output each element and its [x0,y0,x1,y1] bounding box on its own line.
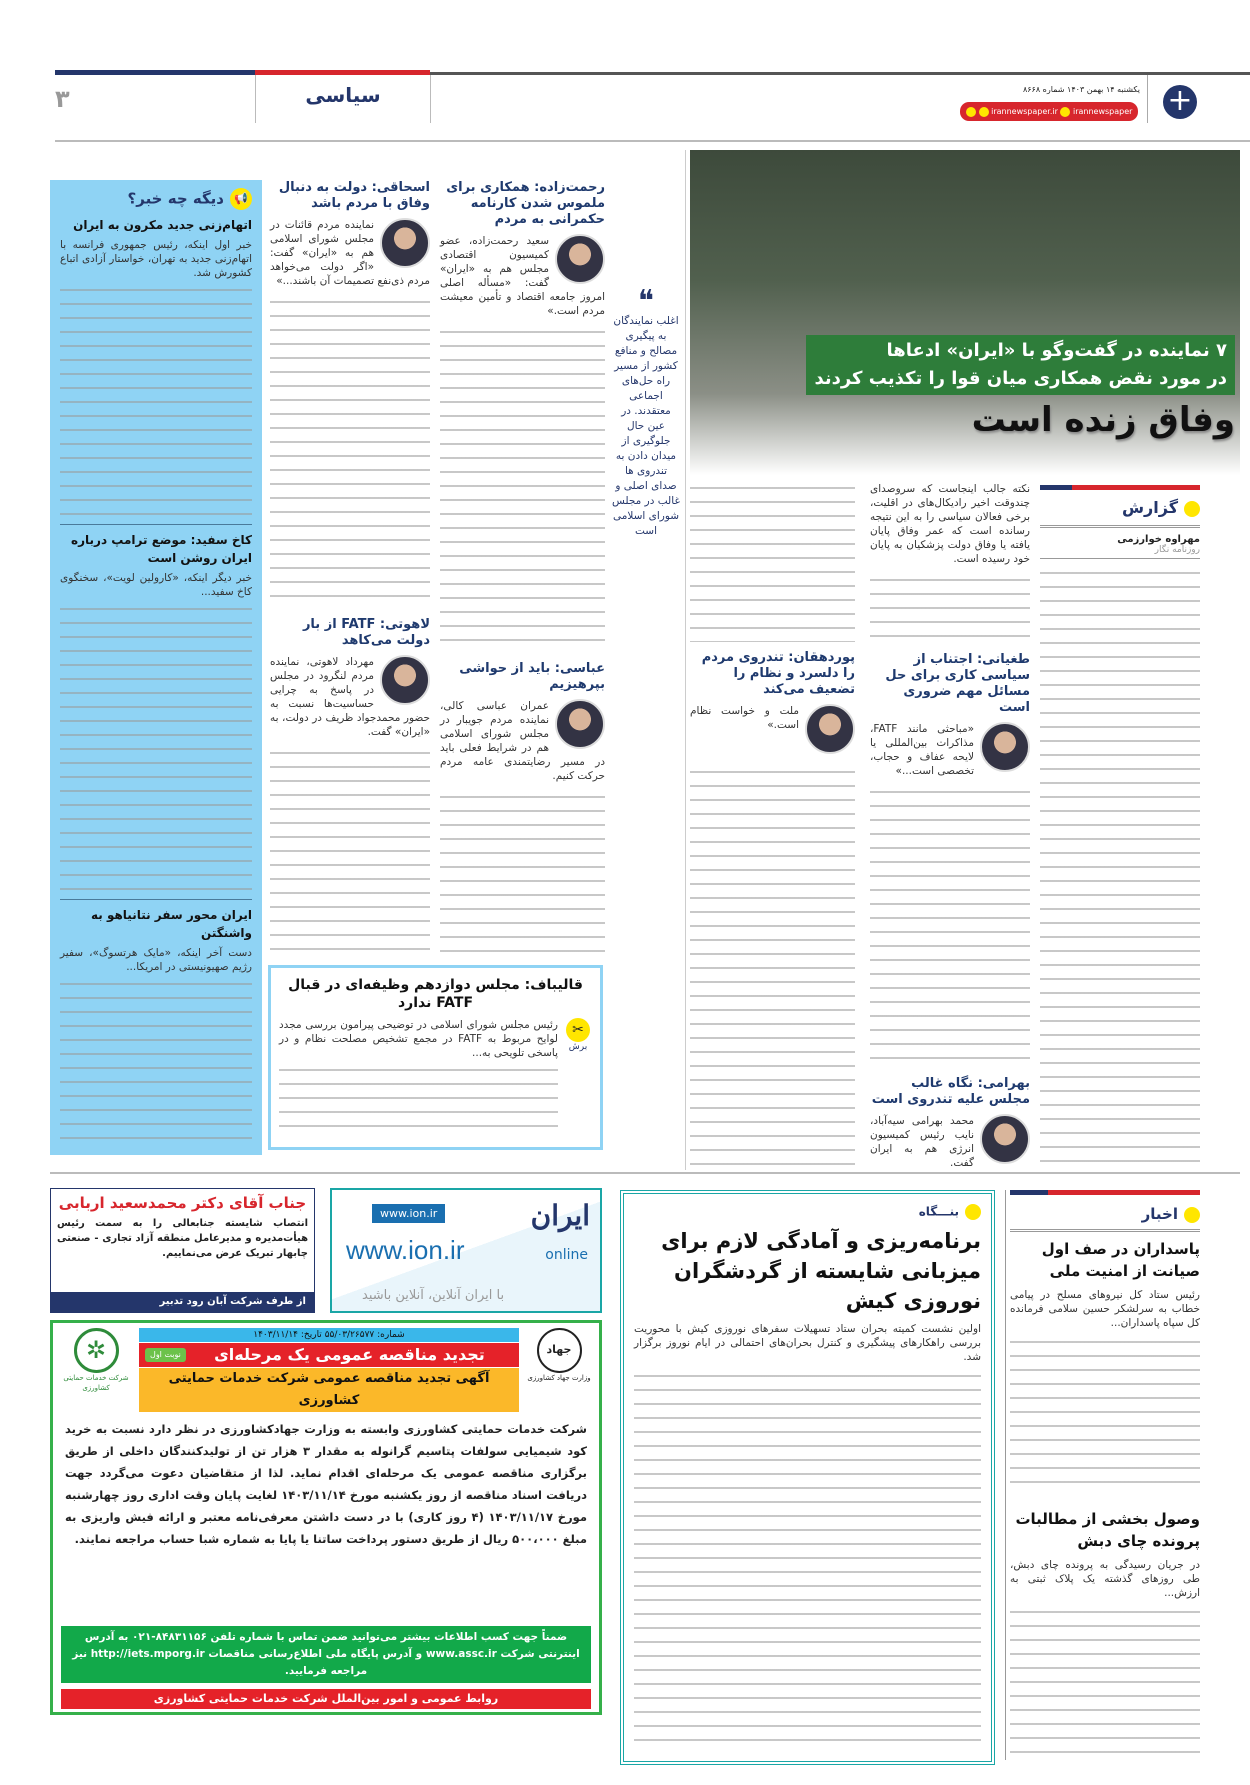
tender-contact[interactable]: ضمناً جهت کسب اطلاعات بیشتر می‌توانید ضمن تماس با شماره تلفن ۸۴۸۳۱۱۵۶-۰۲۱ به آدرس اینترنتی شرکت www.assc.ir و آدرس پایگاه ملی اطلاع‌رسانی مناقصات http://iets.mporg.ir نیز مراجعه فرمایید. [61,1626,591,1683]
pull-quote [612,284,680,539]
body-text [60,284,252,518]
sidebar-item-text: دست آخر اینکه، «مایک هرتسوگ»، سفیر رژیم صهیونیستی در امریکا... [60,946,252,973]
body-text [279,1064,558,1139]
author-role: روزنامه نگار [1040,545,1200,559]
report-kicker-block [1040,485,1200,559]
avatar [980,1114,1030,1164]
ion-url[interactable]: www.ion.ir [346,1235,465,1265]
fatf-box [268,965,603,1150]
headline-strap [806,335,1235,395]
body-text [870,786,1030,1068]
company-logo-icon: ✲ [74,1328,119,1373]
company-label: شرکت خدمات حمایتی کشاورزی [63,1374,129,1392]
sidebar-item-title: اتهام‌زنی جدید مکرون به ایران [73,218,252,232]
ion-logo-sub: online [545,1247,588,1263]
subhead: لاهوتی: FATF از بار دولت می‌کاهد [302,616,430,648]
ad-title: جناب آقای دکتر محمدسعید اربابی [58,1194,307,1212]
sidebar-title: دیگه چه خبر؟ [127,189,224,208]
ad-from: از طرف شرکت آبان رود تدبیر [51,1292,314,1312]
subhead-eshaghi [270,180,430,288]
body-text [870,574,1030,644]
sidebar-item-title: ایران محور سفر نتانیاهو به واشنگتن [90,907,252,940]
subhead: طغیانی: اجتناب از سیاسی کاری برای حل مسائل مهم ضروری است [885,652,1030,716]
avatar [555,234,605,284]
body-text [690,482,855,642]
quote-icon: ❝ [637,284,655,319]
subhead-text: ملت و خواست نظام است.» [690,705,799,731]
subhead-text: محمد بهرامی سیه‌آباد، نایب رئیس کمیسیون انرژی هم به ایران گفت. [870,1115,974,1169]
ion-tagline: با ایران آنلاین، آنلاین باشید [362,1288,505,1303]
report-column-b [870,482,1030,1170]
report-column [1040,485,1200,1165]
telegram-icon [966,107,976,117]
tender-ref: شماره: ۵۵/۰۳/۲۶۵۷۷ تاریخ: ۱۴۰۳/۱۱/۱۴ [139,1328,519,1342]
subhead-abbasi [440,661,605,783]
avatar [380,655,430,705]
report-lead: نکته جالب اینجاست که سروصدای چندوقت اخیر رادیکال‌های در اقلیت، برخی فعالان سیاسی را به این نتیجه رسانده است که عمر وفاق پایان یافته یا وفاق دولت پزشکیان به پایان خود رسیده است. [870,483,1030,565]
report-body-text [1040,567,1200,1165]
subhead: رحمت‌زاده: همکاری برای ملموس شدن کارنامه حکمرانی به مردم [446,180,605,227]
subhead: عباسی: باید از حواشی بپرهیزیم [459,661,605,693]
sidebar-item-text: خبر اول اینکه، رئیس جمهوری فرانسه با اتهام‌زنی جدید به تهران، خواستار آزادی اتباع کشورش شد. [60,239,252,279]
fatf-title: قالیباف: مجلس دوازدهم وظیفه‌ای در قبال FATF ندارد [288,977,583,1011]
subhead-text: نماینده مردم قائنات در مجلس شورای اسلامی هم به «ایران» گفت: «اگر دولت می‌خواهد مردم ذی‌نفع تصمیمات آن باشند...» [270,219,430,287]
tender-subtitle: آگهی تجدید مناقصه عمومی شرکت خدمات حمایتی کشاورزی [139,1368,519,1412]
sidebar-item-text: خبر دیگر اینکه، «کارولین لویت»، سخنگوی کاخ سفید... [60,571,252,598]
subhead-rahmatzadeh [440,180,605,318]
kish-article [620,1190,995,1765]
ion-logo: ایران [530,1199,590,1232]
avatar [380,218,430,268]
header-bottom-rule [55,140,1250,142]
body-text [440,326,605,653]
body-text [634,1370,981,1751]
body-text [440,791,605,955]
kish-text: اولین نشست کمیته بحران ستاد تسهیلات سفرهای نوروزی کیش با محوریت بررسی راهکارهای پیشگیری و کنترل بحران‌های احتمالی در ایام نوروز برگزار شد. [634,1323,981,1363]
instagram-icon [1060,107,1070,117]
sidebar-item[interactable] [60,906,252,1147]
megaphone-icon: 📢 [230,188,252,210]
website-link[interactable]: irannewspaper.ir [991,107,1058,116]
news-column [1010,1190,1200,1760]
news-title[interactable]: پاسداران در صف اول صیانت از امنیت ملی [1041,1240,1200,1280]
social-handle[interactable]: irannewspaper [1072,107,1133,116]
avatar [555,699,605,749]
tender-badge: نوبت اول [145,1348,186,1362]
clip-label: برش [568,1042,588,1052]
subhead-text: «مباحثی مانند FATF، مذاکرات بین‌المللی یا لایحه عفاف و حجاب، تخصصی است...» [870,723,974,778]
sidebar-item-title: کاخ سفید: موضع ترامپ درباره ایران روشن است [71,532,252,565]
headline-line-1: ۷ نماینده در گفت‌وگو با «ایران» ادعاها [886,340,1227,361]
kicker-dot-icon [965,1204,981,1220]
divider [60,899,252,900]
kicker-dot-icon [1184,1207,1200,1223]
body-text [270,296,430,609]
ion-ad[interactable] [330,1188,602,1313]
body-text [1010,1606,1200,1760]
subhead-text: سعید رحمت‌زاده، عضو کمیسیون اقتصادی مجلس هم به «ایران» گفت: «مسأله اصلی امروز جامعه اقتصاد و تأمین معیشت مردم است.» [440,235,605,317]
subhead-toghyani [870,652,1030,778]
quote-text: اغلب نمایندگان به پیگیری مصالح و منافع کشور از مسیر راه حل‌های اجماعی معتقدند. در عین حال جلوگیری از میدان دادن به تندروی ها صدای اصلی و غالب در مجلس شورای اسلامی است [612,315,680,537]
divider [1147,75,1148,123]
ad-text: انتصاب شایسته جنابعالی را به سمت رئیس هیأت‌مدیره و مدیرعامل منطقه آزاد تجاری - صنعتی چابهار تبریک عرض می‌نماییم. [57,1218,308,1259]
kicker-label: بنـــگاه [918,1204,959,1219]
sidebar-item[interactable] [60,531,252,893]
middle-column-right [440,180,605,955]
divider [60,524,252,525]
body-text [1010,1336,1200,1490]
plus-logo-icon: + [1163,85,1197,119]
section-title: سیاسی [255,75,431,123]
subhead: پوردهقان: تندروی مردم را دلسرد و نظام را تضعیف می‌کند [701,650,855,697]
jahad-logo: جهاد [537,1328,582,1373]
social-links[interactable] [960,102,1138,121]
body-text [690,766,855,1170]
section-rule [50,1172,1240,1174]
subhead-text: عمران عباسی کالی، نماینده مردم جویبار در مجلس شورای اسلامی هم در شرایط فعلی باید در مسیر رضایتمندی عامه مردم حرکت کنیم. [440,700,605,783]
body-text [60,978,252,1147]
subhead-bahrami [870,1076,1030,1170]
subhead: اسحاقی: دولت به دنبال وفاق با مردم باشد [278,180,430,211]
report-column-c [690,482,855,1170]
body-text [270,747,430,955]
scissors-icon: ✂ [566,1018,590,1042]
scissors-clip[interactable] [564,1018,592,1139]
date-line: یکشنبه ۱۴ بهمن ۱۴۰۳ شماره ۸۶۶۸ [1022,85,1140,94]
middle-column-left [270,180,430,955]
subhead-text: مهرداد لاهوتی، نماینده مردم لنگرود در مجلس در پاسخ به چرایی حساسیت‌ها نسبت به حضور محمدجواد ظریف در دولت، به «ایران» گفت. [270,655,430,738]
kicker-dot-icon [1184,501,1200,517]
subhead-pourdehghan [690,650,855,758]
subhead: بهرامی: نگاه غالب مجلس علیه تندروی است [871,1076,1030,1107]
news-text: رئیس ستاد کل نیروهای مسلح در پیامی خطاب به سرلشکر حسین سلامی فرمانده کل سپاه پاسداران... [1010,1289,1200,1329]
sidebar-item[interactable] [60,216,252,518]
body-text [60,603,252,893]
author-name: مهراوه خوارزمی [1117,534,1200,545]
congrats-ad [50,1188,315,1313]
avatar [805,704,855,754]
ministry-label: وزارت جهاد کشاورزی [527,1374,591,1382]
ion-url-small: www.ion.ir [372,1204,445,1223]
headline-line-2: در مورد نقض همکاری میان قوا را تکذیب کردند [814,368,1227,389]
fatf-text: رئیس مجلس شورای اسلامی در توضیحی پیرامون بررسی مجدد لوایح مربوط به FATF در مجمع تشخیص مصلحت نظام و در پاسخی تلویحی به... [279,1019,558,1059]
kicker-label: گزارش [1121,498,1178,517]
news-title[interactable]: وصول بخشی از مطالبات پرونده چای دبش [1015,1510,1200,1550]
headline-block [695,335,1235,443]
instagram-icon [979,107,989,117]
kicker-bar [1010,1190,1200,1195]
tender-body: شرکت خدمات حمایتی کشاورزی وابسته به وزارت جهادکشاورزی در نظر دارد نسبت به خرید کود شیمیایی سولفات پتاسیم گرانوله به مقدار ۳ هزار تن از تولیدکنندگان داخلی از طریق برگزاری مناقصه عمومی یک مرحله‌ای اقدام نماید. لذا از متقاضیان دعوت می‌گردد جهت دریافت اسناد مناقصه از روز یکشنبه مورخ ۱۴۰۳/۱۱/۱۴ لغایت پایان وقت اداری روز چهارشنبه مورخ ۱۴۰۳/۱۱/۱۷ (۴ روز کاری) با در دست داشتن معرفی‌نامه معتبر و ارائه فیش واریزی به مبلغ ۵۰۰،۰۰۰ ریال از طریق دستور پرداخت ساتنا یا پایا به شماره شبا حساب مراجعه نمایند. [65,1422,587,1546]
header-accent-navy [55,70,255,75]
main-headline: وفاق زنده است [971,400,1235,440]
divider [1005,1190,1006,1760]
subhead-lahouti [270,617,430,739]
kish-title[interactable]: برنامه‌ریزی و آمادگی لازم برای میزبانی شایسته از گردشگران نوروزی کیش [661,1229,981,1313]
sidebar-news-box [50,180,262,1155]
divider [685,150,686,1170]
news-text: در جریان رسیدگی به پرونده چای دبش، طی روزهای گذشته یک پلاک ثبتی به ارزش... [1010,1559,1200,1599]
tender-footer: روابط عمومی و امور بین‌الملل شرکت خدمات حمایتی کشاورزی [61,1689,591,1709]
page-number: ۳ [55,85,70,113]
tender-title: تجدید مناقصه عمومی یک مرحله‌ای [214,1345,485,1364]
kicker-label: اخبار [1141,1205,1178,1223]
tender-ad [50,1320,602,1715]
